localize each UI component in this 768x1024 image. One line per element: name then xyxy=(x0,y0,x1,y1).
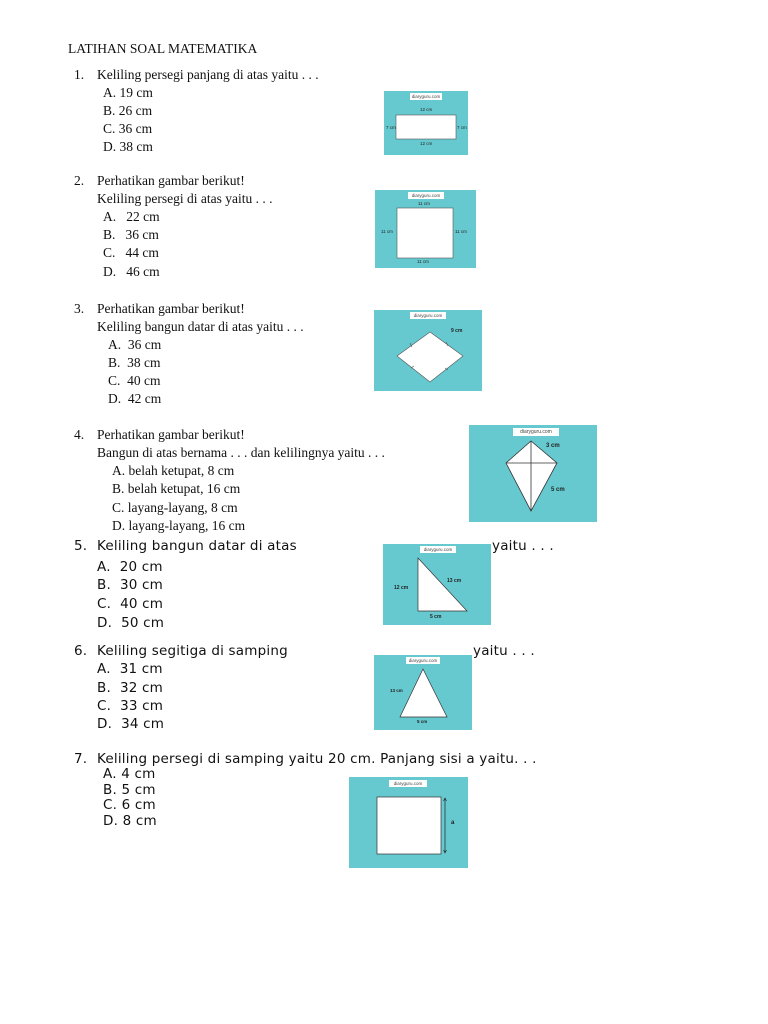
option-a[interactable] xyxy=(103,766,155,782)
question-text: Bangun di atas bernama . . . dan kelilingnya yaitu . . . xyxy=(97,445,385,460)
question-text: Keliling bangun datar di atas xyxy=(97,538,297,554)
option-letter: D. xyxy=(97,716,113,732)
option-letter: B. xyxy=(103,227,116,242)
option-text: 36 cm xyxy=(118,121,153,136)
option-letter: A. xyxy=(103,209,117,224)
label-long-side: 5 cm xyxy=(551,487,565,493)
option-text: 40 cm xyxy=(120,596,164,612)
label-vertical: 12 cm xyxy=(394,585,409,591)
label-left: 11 cm xyxy=(381,229,393,234)
question-text: Keliling persegi di samping yaitu 20 cm. Panjang sisi a yaitu. . . xyxy=(97,751,537,767)
question-number: 2. xyxy=(74,173,85,188)
label-right: 11 cm xyxy=(455,229,467,234)
page-title: LATIHAN SOAL MATEMATIKA xyxy=(68,41,258,56)
option-letter: A. xyxy=(97,559,111,575)
label-bottom: 11 cm xyxy=(417,259,429,264)
option-text: 36 cm xyxy=(127,337,162,352)
option-b[interactable] xyxy=(103,227,159,243)
option-letter: A. xyxy=(97,661,111,677)
option-text: 30 cm xyxy=(119,577,163,593)
option-letter: B. xyxy=(97,577,111,593)
question-text-end: yaitu . . . xyxy=(492,538,554,554)
option-letter: B. xyxy=(112,481,125,496)
option-letter: D. xyxy=(112,518,126,533)
option-letter: A. xyxy=(108,337,122,352)
option-text: 34 cm xyxy=(121,716,165,732)
option-text: 19 cm xyxy=(119,85,153,100)
option-text: 26 cm xyxy=(118,103,153,118)
label-short-side: 3 cm xyxy=(546,443,560,449)
option-text: 38 cm xyxy=(127,355,161,370)
question-text: Keliling segitiga di samping xyxy=(97,643,288,659)
question-number: 5. xyxy=(74,538,88,554)
option-letter: C. xyxy=(108,373,121,388)
rhombus-figure xyxy=(374,310,482,391)
label-left: 7 cm xyxy=(386,125,396,130)
option-text: 8 cm xyxy=(122,813,157,829)
option-d[interactable] xyxy=(103,139,153,155)
rhombus-shape xyxy=(374,310,482,391)
right-triangle-figure xyxy=(383,544,491,625)
question-number: 1. xyxy=(74,67,85,82)
option-b[interactable] xyxy=(103,782,156,798)
option-a[interactable] xyxy=(97,661,163,677)
label-base: 5 cm xyxy=(417,719,428,724)
label-base: 5 cm xyxy=(430,614,442,620)
option-c[interactable] xyxy=(97,698,163,714)
option-c[interactable] xyxy=(108,373,161,389)
option-letter: C. xyxy=(97,698,112,714)
option-text: 42 cm xyxy=(127,391,162,406)
option-d[interactable] xyxy=(103,264,160,280)
option-b[interactable] xyxy=(103,103,152,119)
option-text: 5 cm xyxy=(121,782,156,798)
question-text-end: yaitu . . . xyxy=(473,643,535,659)
option-c[interactable] xyxy=(103,245,159,261)
label-top: 12 cm xyxy=(420,107,433,112)
option-a[interactable] xyxy=(108,337,161,353)
question-text: Perhatikan gambar berikut! xyxy=(97,427,245,442)
option-letter: D. xyxy=(103,813,119,829)
label-side: 13 cm xyxy=(390,688,403,693)
option-letter: C. xyxy=(103,121,116,136)
question-number: 3. xyxy=(74,301,85,316)
question-number: 4. xyxy=(74,427,85,442)
option-letter: B. xyxy=(103,103,116,118)
question-text: Perhatikan gambar berikut! xyxy=(97,301,245,316)
kite-figure xyxy=(469,425,597,522)
option-d[interactable] xyxy=(97,615,164,631)
option-letter: D. xyxy=(103,264,117,279)
option-text: 31 cm xyxy=(119,661,163,677)
question-number: 7. xyxy=(74,751,88,767)
option-c[interactable] xyxy=(103,121,152,137)
option-text: 32 cm xyxy=(119,680,163,696)
option-d[interactable] xyxy=(97,716,164,732)
square-figure xyxy=(375,190,476,268)
option-text: belah ketupat, 16 cm xyxy=(127,481,241,496)
option-c[interactable] xyxy=(103,797,156,813)
watermark: diaryguru.com xyxy=(410,312,446,319)
option-d[interactable] xyxy=(103,813,157,829)
option-letter: C. xyxy=(112,500,125,515)
option-letter: A. xyxy=(112,463,126,478)
watermark: diaryguru.com xyxy=(406,657,440,664)
option-letter: C. xyxy=(97,596,112,612)
option-letter: D. xyxy=(103,139,117,154)
watermark: diaryguru.com xyxy=(411,94,441,99)
square-figure xyxy=(349,777,468,868)
kite-shape xyxy=(469,425,597,522)
option-b[interactable] xyxy=(97,680,163,696)
rectangle-figure xyxy=(384,91,468,155)
option-letter: D. xyxy=(97,615,113,631)
option-a[interactable] xyxy=(103,209,160,225)
option-text: belah ketupat, 8 cm xyxy=(128,463,235,478)
option-c[interactable] xyxy=(112,500,238,516)
option-a[interactable] xyxy=(97,559,163,575)
option-text: 20 cm xyxy=(119,559,163,575)
question-text: Perhatikan gambar berikut! xyxy=(97,173,245,188)
option-text: 38 cm xyxy=(119,139,153,154)
option-text: 46 cm xyxy=(126,264,160,279)
option-letter: C. xyxy=(103,797,118,813)
option-letter: C. xyxy=(103,245,116,260)
option-text: layang-layang, 8 cm xyxy=(127,500,238,515)
option-text: 44 cm xyxy=(125,245,159,260)
question-text: Keliling persegi panjang di atas yaitu . . . xyxy=(97,67,319,82)
option-text: 33 cm xyxy=(120,698,164,714)
label-top: 11 cm xyxy=(418,201,430,206)
question-number: 6. xyxy=(74,643,88,659)
watermark: diaryguru.com xyxy=(420,546,456,553)
watermark: diaryguru.com xyxy=(389,780,427,787)
question-text: Keliling bangun datar di atas yaitu . . . xyxy=(97,319,304,334)
option-text: 40 cm xyxy=(127,373,161,388)
option-letter: A. xyxy=(103,766,117,782)
label-side: a xyxy=(451,820,455,826)
option-text: 36 cm xyxy=(125,227,159,242)
watermark: diaryguru.com xyxy=(408,192,444,199)
option-text: 4 cm xyxy=(121,766,156,782)
label-side: 9 cm xyxy=(451,328,463,334)
question-text: Keliling persegi di atas yaitu . . . xyxy=(97,191,273,206)
option-letter: B. xyxy=(97,680,111,696)
label-hypotenuse: 13 cm xyxy=(447,578,462,584)
option-text: 22 cm xyxy=(126,209,160,224)
option-b[interactable] xyxy=(108,355,161,371)
option-letter: D. xyxy=(108,391,122,406)
option-text: 50 cm xyxy=(121,615,165,631)
option-c[interactable] xyxy=(97,596,163,612)
option-text: layang-layang, 16 cm xyxy=(128,518,246,533)
option-letter: A. xyxy=(103,85,117,100)
option-d[interactable] xyxy=(112,518,245,534)
watermark: diaryguru.com xyxy=(513,428,559,436)
option-letter: B. xyxy=(103,782,117,798)
triangle-figure xyxy=(374,655,472,730)
option-b[interactable] xyxy=(112,481,240,497)
option-a[interactable] xyxy=(112,463,234,479)
option-text: 6 cm xyxy=(121,797,156,813)
option-a[interactable] xyxy=(103,85,153,101)
label-right: 7 cm xyxy=(457,125,467,130)
option-letter: B. xyxy=(108,355,121,370)
option-d[interactable] xyxy=(108,391,161,407)
option-b[interactable] xyxy=(97,577,163,593)
label-bottom: 12 cm xyxy=(420,141,433,146)
